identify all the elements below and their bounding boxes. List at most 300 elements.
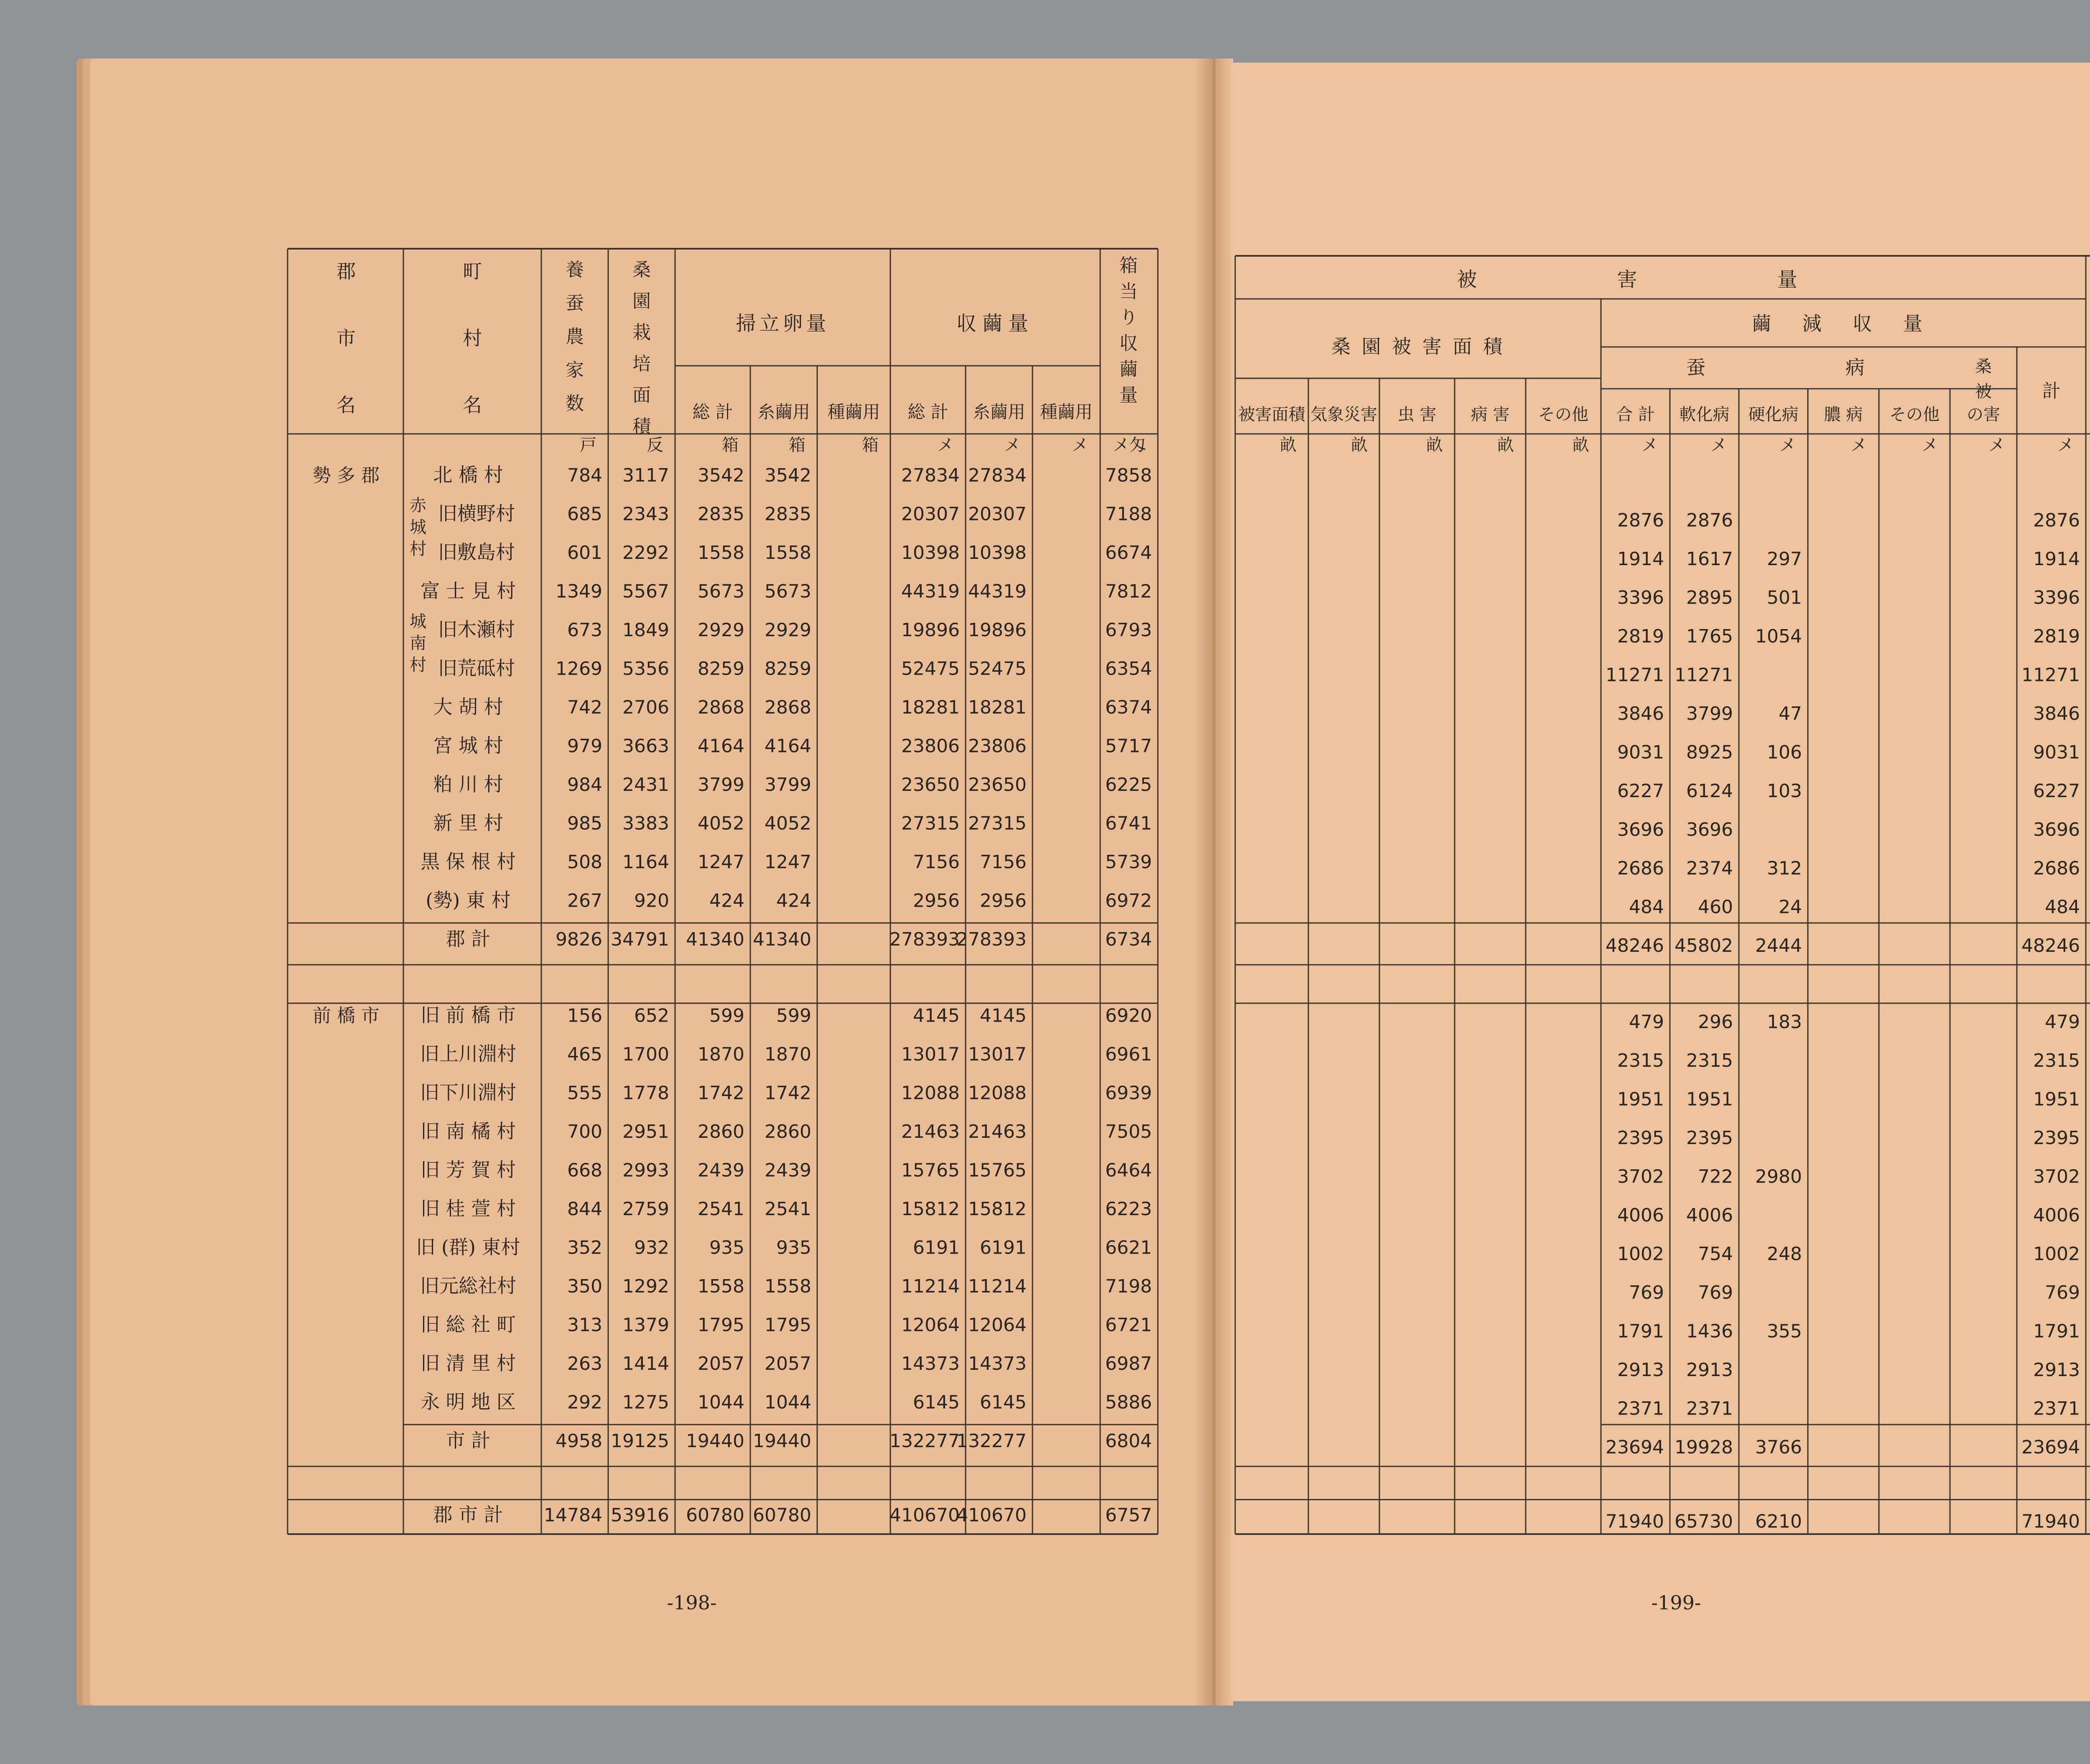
row-value: 2395: [2033, 1127, 2080, 1149]
row-value: 1558: [765, 1276, 811, 1297]
row-value: 6227: [2033, 780, 2080, 802]
row-value: 3846: [1617, 703, 1664, 724]
row-value: 2951: [622, 1121, 669, 1142]
row-value: 21463: [901, 1121, 960, 1142]
row-name: 旧 (群) 東村: [416, 1236, 520, 1259]
row-value: 19440: [753, 1430, 811, 1452]
header-mulberry-2: の害: [1967, 405, 2000, 424]
unit-label: 畝: [1351, 436, 1368, 455]
row-value: 460: [1698, 896, 1733, 918]
row-name: 黒 保 根 村: [421, 850, 516, 873]
row-value: 3702: [1617, 1166, 1664, 1188]
row-name: 旧元総社村: [420, 1275, 516, 1297]
row-value: 1379: [622, 1314, 669, 1336]
row-value: 3663: [622, 735, 669, 757]
row-value: 424: [776, 890, 811, 912]
row-value: 2292: [622, 542, 669, 563]
row-value: 722: [1698, 1166, 1733, 1188]
row-value: 410670: [890, 1504, 960, 1526]
row-value: 6741: [1105, 813, 1152, 834]
row-value: 183: [1767, 1011, 1802, 1033]
row-value: 11214: [901, 1276, 960, 1297]
row-value: 2876: [1617, 510, 1664, 531]
row-value: 24: [1779, 896, 1802, 918]
row-value: 5717: [1105, 735, 1152, 757]
row-value: 2835: [698, 503, 744, 525]
header-cocoon-seed: 種繭用: [1040, 402, 1093, 422]
row-value: 668: [567, 1160, 602, 1181]
header-egg-total: 総 計: [692, 402, 733, 422]
row-value: 132277: [956, 1430, 1027, 1452]
row-value: 1795: [765, 1314, 811, 1336]
row-value: 599: [776, 1005, 811, 1027]
row-value: 106: [1767, 742, 1802, 763]
header-area-damage: 桑 園 被 害 面 積: [1331, 335, 1505, 358]
row-value: 769: [1698, 1282, 1733, 1303]
row-value: 4006: [2033, 1205, 2080, 1226]
row-name: 旧下川淵村: [420, 1081, 516, 1104]
row-value: 6961: [1105, 1044, 1152, 1065]
row-value: 6920: [1105, 1005, 1152, 1027]
row-value: 7188: [1105, 503, 1152, 525]
row-value: 1436: [1686, 1320, 1733, 1342]
row-value: 935: [776, 1237, 811, 1259]
row-value: 52475: [901, 658, 960, 680]
row-value: 9826: [556, 929, 602, 950]
header-egg-silk: 糸繭用: [757, 402, 811, 422]
row-value: 11214: [968, 1276, 1027, 1297]
unit-label: メ: [1988, 436, 2005, 455]
row-value: 6464: [1105, 1160, 1152, 1181]
row-name: 郡 計: [446, 928, 491, 950]
row-value: 267: [567, 890, 602, 912]
header-cocoon-total: 総 計: [907, 402, 948, 422]
row-value: 2929: [765, 619, 811, 641]
row-value: 44319: [968, 581, 1027, 602]
row-value: 1951: [2033, 1088, 2080, 1110]
row-value: 2371: [2033, 1398, 2080, 1420]
row-value: 6124: [1686, 780, 1733, 802]
row-value: 23650: [901, 774, 960, 795]
row-value: 7505: [1105, 1121, 1152, 1142]
header-cocoon: 収繭量: [956, 312, 1035, 335]
row-value: 1951: [1617, 1088, 1664, 1110]
row-value: 935: [709, 1237, 744, 1259]
unit-label: メ: [937, 436, 954, 455]
row-name: 旧横野村: [438, 502, 515, 525]
row-value: 3383: [622, 813, 669, 834]
row-value: 410670: [956, 1504, 1027, 1526]
row-value: 6145: [913, 1392, 960, 1413]
row-value: 20307: [901, 503, 960, 525]
row-name: 富 士 見 村: [421, 579, 516, 602]
row-value: 15765: [968, 1160, 1027, 1181]
row-value: 19440: [686, 1430, 744, 1452]
page-number-right: -199-: [1651, 1591, 1701, 1614]
row-value: 479: [2045, 1011, 2080, 1033]
row-value: 769: [2045, 1282, 2080, 1303]
page-number-left: -198-: [667, 1591, 717, 1614]
row-value: 4164: [765, 735, 811, 757]
row-value: 465: [567, 1044, 602, 1065]
row-value: 2057: [698, 1353, 744, 1374]
unit-label: 反: [647, 436, 663, 455]
header-egg-seed: 種繭用: [827, 402, 880, 422]
row-value: 4145: [980, 1005, 1027, 1027]
row-value: 3766: [1755, 1437, 1802, 1458]
row-value: 45802: [1675, 935, 1733, 956]
row-value: 2395: [1686, 1127, 1733, 1149]
row-name: 北 橋 村: [433, 464, 503, 486]
row-value: 3799: [1686, 703, 1733, 724]
row-value: 14373: [901, 1353, 960, 1374]
unit-label: メ: [1850, 436, 1867, 455]
row-value: 2541: [698, 1198, 744, 1220]
row-value: 41340: [753, 929, 811, 950]
row-value: 12088: [901, 1082, 960, 1104]
row-value: 555: [567, 1082, 602, 1104]
row-value: 673: [567, 619, 602, 641]
row-value: 2343: [622, 503, 669, 525]
row-gun: 勢 多 郡: [313, 465, 380, 486]
row-value: 12064: [901, 1314, 960, 1336]
row-value: 985: [567, 813, 602, 834]
header-kei: 計: [2042, 380, 2061, 402]
row-value: 2860: [698, 1121, 744, 1142]
row-value: 1558: [765, 542, 811, 563]
row-value: 7812: [1105, 581, 1152, 602]
row-value: 1002: [2033, 1243, 2080, 1265]
row-value: 297: [1767, 548, 1802, 570]
row-value: 71940: [1606, 1511, 1664, 1532]
row-value: 3542: [765, 465, 811, 486]
row-value: 8259: [698, 658, 744, 680]
row-value: 60780: [686, 1504, 744, 1526]
row-value: 4052: [698, 813, 744, 834]
row-value: 1414: [622, 1353, 669, 1374]
row-value: 6621: [1105, 1237, 1152, 1259]
row-value: 21463: [968, 1121, 1027, 1142]
row-value: 1044: [698, 1392, 744, 1413]
row-value: 3542: [698, 465, 744, 486]
row-value: 10398: [901, 542, 960, 563]
row-value: 4052: [765, 813, 811, 834]
unit-label: メ: [2057, 436, 2074, 455]
row-value: 501: [1767, 587, 1802, 609]
row-value: 601: [567, 542, 602, 563]
unit-label: 畝: [1426, 436, 1443, 455]
row-value: 1870: [698, 1044, 744, 1065]
row-value: 6793: [1105, 619, 1152, 641]
row-value: 2895: [1686, 587, 1733, 609]
row-value: 34791: [611, 929, 669, 950]
row-value: 484: [2045, 896, 2080, 918]
header-cocoon-silk: 糸繭用: [972, 402, 1026, 422]
row-value: 2860: [765, 1121, 811, 1142]
row-value: 3846: [2033, 703, 2080, 724]
row-value: 132277: [890, 1430, 960, 1452]
row-value: 2315: [1617, 1050, 1664, 1071]
row-value: 4958: [556, 1430, 602, 1452]
group-jonan: 城南村: [410, 612, 426, 675]
row-value: 44319: [901, 581, 960, 602]
row-value: 18281: [968, 697, 1027, 718]
row-value: 700: [567, 1121, 602, 1142]
row-value: 2819: [1617, 626, 1664, 647]
row-value: 296: [1698, 1011, 1733, 1033]
row-name: 郡 市 計: [433, 1503, 503, 1526]
row-name: 大 胡 村: [433, 696, 503, 718]
row-value: 1349: [556, 581, 602, 602]
header-col: 虫 害: [1397, 405, 1437, 424]
header-col: 気象災害: [1310, 405, 1377, 424]
row-value: 7858: [1105, 465, 1152, 486]
row-name: 旧荒砥村: [438, 657, 515, 680]
row-value: 27834: [968, 465, 1027, 486]
row-value: 48246: [1606, 935, 1664, 956]
row-value: 19896: [901, 619, 960, 641]
unit-label: メ匁: [1113, 436, 1146, 455]
row-value: 27315: [968, 813, 1027, 834]
row-value: 1742: [698, 1082, 744, 1104]
unit-label: メ: [1004, 436, 1021, 455]
row-value: 313: [567, 1314, 602, 1336]
row-value: 6210: [1755, 1511, 1802, 1532]
header-per-box: 箱当り収繭量: [1119, 255, 1138, 406]
row-value: 1742: [765, 1082, 811, 1104]
row-value: 11271: [1606, 664, 1664, 686]
row-value: 6227: [1617, 780, 1664, 802]
row-value: 3799: [698, 774, 744, 795]
unit-label: メ: [1922, 436, 1938, 455]
row-value: 2439: [698, 1160, 744, 1181]
row-value: 2868: [698, 697, 744, 718]
row-value: 11271: [1675, 664, 1733, 686]
row-value: 2835: [765, 503, 811, 525]
row-value: 5739: [1105, 851, 1152, 873]
row-value: 508: [567, 851, 602, 873]
row-value: 1765: [1686, 626, 1733, 647]
row-value: 2395: [1617, 1127, 1664, 1149]
unit-label: 箱: [789, 436, 805, 455]
header-col: 軟化病: [1679, 405, 1730, 424]
row-value: 2759: [622, 1198, 669, 1220]
unit-label: メ: [1641, 436, 1658, 455]
row-value: 14373: [968, 1353, 1027, 1374]
unit-label: メ: [1710, 436, 1727, 455]
row-value: 2956: [913, 890, 960, 912]
row-value: 41340: [686, 929, 744, 950]
row-name: 旧 芳 賀 村: [421, 1158, 516, 1181]
row-value: 1164: [622, 851, 669, 873]
row-value: 1914: [1617, 548, 1664, 570]
row-value: 742: [567, 697, 602, 718]
row-value: 19896: [968, 619, 1027, 641]
row-value: 2980: [1755, 1166, 1802, 1188]
row-value: 355: [1767, 1320, 1802, 1342]
group-akagi: 赤城村: [410, 496, 426, 559]
row-value: 48246: [2021, 935, 2080, 956]
row-name: 粕 川 村: [433, 773, 503, 795]
row-value: 844: [567, 1198, 602, 1220]
row-value: 2913: [2033, 1359, 2080, 1381]
row-value: 9031: [2033, 742, 2080, 763]
row-value: 1247: [698, 851, 744, 873]
row-value: 1791: [1617, 1320, 1664, 1342]
row-value: 1044: [765, 1392, 811, 1413]
row-value: 2876: [1686, 510, 1733, 531]
unit-label: 箱: [722, 436, 739, 455]
row-value: 1778: [622, 1082, 669, 1104]
header-area: 桑園栽培面積: [632, 259, 651, 437]
header-col: 被害面積: [1238, 405, 1305, 424]
row-value: 5356: [622, 658, 669, 680]
row-value: 6939: [1105, 1082, 1152, 1104]
header-damage: 被 害 量: [1457, 268, 1864, 291]
row-value: 424: [709, 890, 744, 912]
row-value: 2444: [1755, 935, 1802, 956]
row-value: 6374: [1105, 697, 1152, 718]
row-name: 旧 桂 萱 村: [421, 1197, 516, 1220]
row-value: 8259: [765, 658, 811, 680]
row-value: 2993: [622, 1160, 669, 1181]
row-value: 2541: [765, 1198, 811, 1220]
header-col: 合 計: [1616, 405, 1655, 424]
row-value: 11271: [2021, 664, 2080, 686]
row-name: 旧木瀬村: [438, 618, 515, 641]
row-value: 3702: [2033, 1166, 2080, 1188]
row-value: 12064: [968, 1314, 1027, 1336]
header-reduce: 繭 減 収 量: [1752, 312, 1935, 335]
row-value: 15812: [968, 1198, 1027, 1220]
row-value: 23694: [1606, 1437, 1664, 1458]
row-value: 652: [634, 1005, 669, 1027]
row-value: 10398: [968, 542, 1027, 563]
row-value: 47: [1779, 703, 1802, 724]
row-value: 6145: [980, 1392, 1027, 1413]
row-value: 3696: [1686, 819, 1733, 841]
row-value: 3396: [1617, 587, 1664, 609]
row-value: 1791: [2033, 1320, 2080, 1342]
row-value: 2371: [1686, 1398, 1733, 1420]
row-value: 3696: [1617, 819, 1664, 841]
row-name: 旧上川淵村: [420, 1043, 516, 1065]
row-value: 2819: [2033, 626, 2080, 647]
row-value: 6721: [1105, 1314, 1152, 1336]
row-value: 1870: [765, 1044, 811, 1065]
row-value: 103: [1767, 780, 1802, 802]
row-value: 1558: [698, 1276, 744, 1297]
unit-label: メ: [1779, 436, 1796, 455]
row-value: 7156: [913, 851, 960, 873]
row-value: 53916: [611, 1504, 669, 1526]
row-value: 7156: [980, 851, 1027, 873]
header-col: 病 害: [1471, 405, 1510, 424]
row-value: 2686: [1617, 858, 1664, 879]
unit-label: 畝: [1280, 436, 1297, 455]
row-value: 6972: [1105, 890, 1152, 912]
unit-label: 畝: [1573, 436, 1589, 455]
row-value: 19928: [1675, 1437, 1733, 1458]
row-value: 6987: [1105, 1353, 1152, 1374]
row-value: 2439: [765, 1160, 811, 1181]
row-value: 2706: [622, 697, 669, 718]
row-value: 6191: [980, 1237, 1027, 1259]
row-value: 1002: [1617, 1243, 1664, 1265]
row-value: 248: [1767, 1243, 1802, 1265]
row-value: 3696: [2033, 819, 2080, 841]
row-name: 旧 前 橋 市: [421, 1004, 516, 1027]
row-value: 278393: [890, 929, 960, 950]
row-value: 599: [709, 1005, 744, 1027]
row-value: 6674: [1105, 542, 1152, 563]
row-value: 1617: [1686, 548, 1733, 570]
row-value: 4006: [1686, 1205, 1733, 1226]
row-value: 350: [567, 1276, 602, 1297]
row-value: 2929: [698, 619, 744, 641]
unit-label: 畝: [1497, 436, 1514, 455]
row-value: 2431: [622, 774, 669, 795]
row-value: 5673: [765, 581, 811, 602]
row-value: 2371: [1617, 1398, 1664, 1420]
row-value: 2057: [765, 1353, 811, 1374]
header-col: その他: [1538, 405, 1588, 424]
header-silkworm: 蚕 病: [1686, 356, 1932, 379]
row-value: 3396: [2033, 587, 2080, 609]
row-value: 6354: [1105, 658, 1152, 680]
row-value: 1849: [622, 619, 669, 641]
row-value: 18281: [901, 697, 960, 718]
header-farmers: 養蚕農家数: [566, 259, 584, 414]
row-value: 1558: [698, 542, 744, 563]
row-value: 2315: [2033, 1050, 2080, 1071]
row-value: 5673: [698, 581, 744, 602]
row-value: 23806: [901, 735, 960, 757]
row-value: 23650: [968, 774, 1027, 795]
row-value: 6734: [1105, 929, 1152, 950]
row-value: 2913: [1617, 1359, 1664, 1381]
header-eggs: 掃立卵量: [736, 312, 830, 335]
row-value: 1700: [622, 1044, 669, 1065]
row-value: 352: [567, 1237, 602, 1259]
row-value: 278393: [956, 929, 1027, 950]
row-value: 979: [567, 735, 602, 757]
row-value: 784: [567, 465, 602, 486]
row-value: 6191: [913, 1237, 960, 1259]
row-value: 984: [567, 774, 602, 795]
row-value: 6223: [1105, 1198, 1152, 1220]
row-name: 旧 清 里 村: [421, 1352, 516, 1374]
row-value: 1054: [1755, 626, 1802, 647]
row-value: 3117: [622, 465, 669, 486]
row-name: 旧 南 橘 村: [421, 1120, 516, 1142]
row-value: 2868: [765, 697, 811, 718]
unit-label: 箱: [862, 436, 879, 455]
row-value: 23694: [2021, 1437, 2080, 1458]
row-name: 永 明 地 区: [421, 1390, 516, 1413]
row-value: 2315: [1686, 1050, 1733, 1071]
row-value: 4164: [698, 735, 744, 757]
row-value: 2913: [1686, 1359, 1733, 1381]
row-value: 71940: [2021, 1511, 2080, 1532]
row-value: 15812: [901, 1198, 960, 1220]
row-value: 20307: [968, 503, 1027, 525]
row-value: 27315: [901, 813, 960, 834]
row-value: 5567: [622, 581, 669, 602]
row-value: 6757: [1105, 1504, 1152, 1526]
row-value: 4145: [913, 1005, 960, 1027]
header-gun: 郡市名: [336, 260, 356, 416]
